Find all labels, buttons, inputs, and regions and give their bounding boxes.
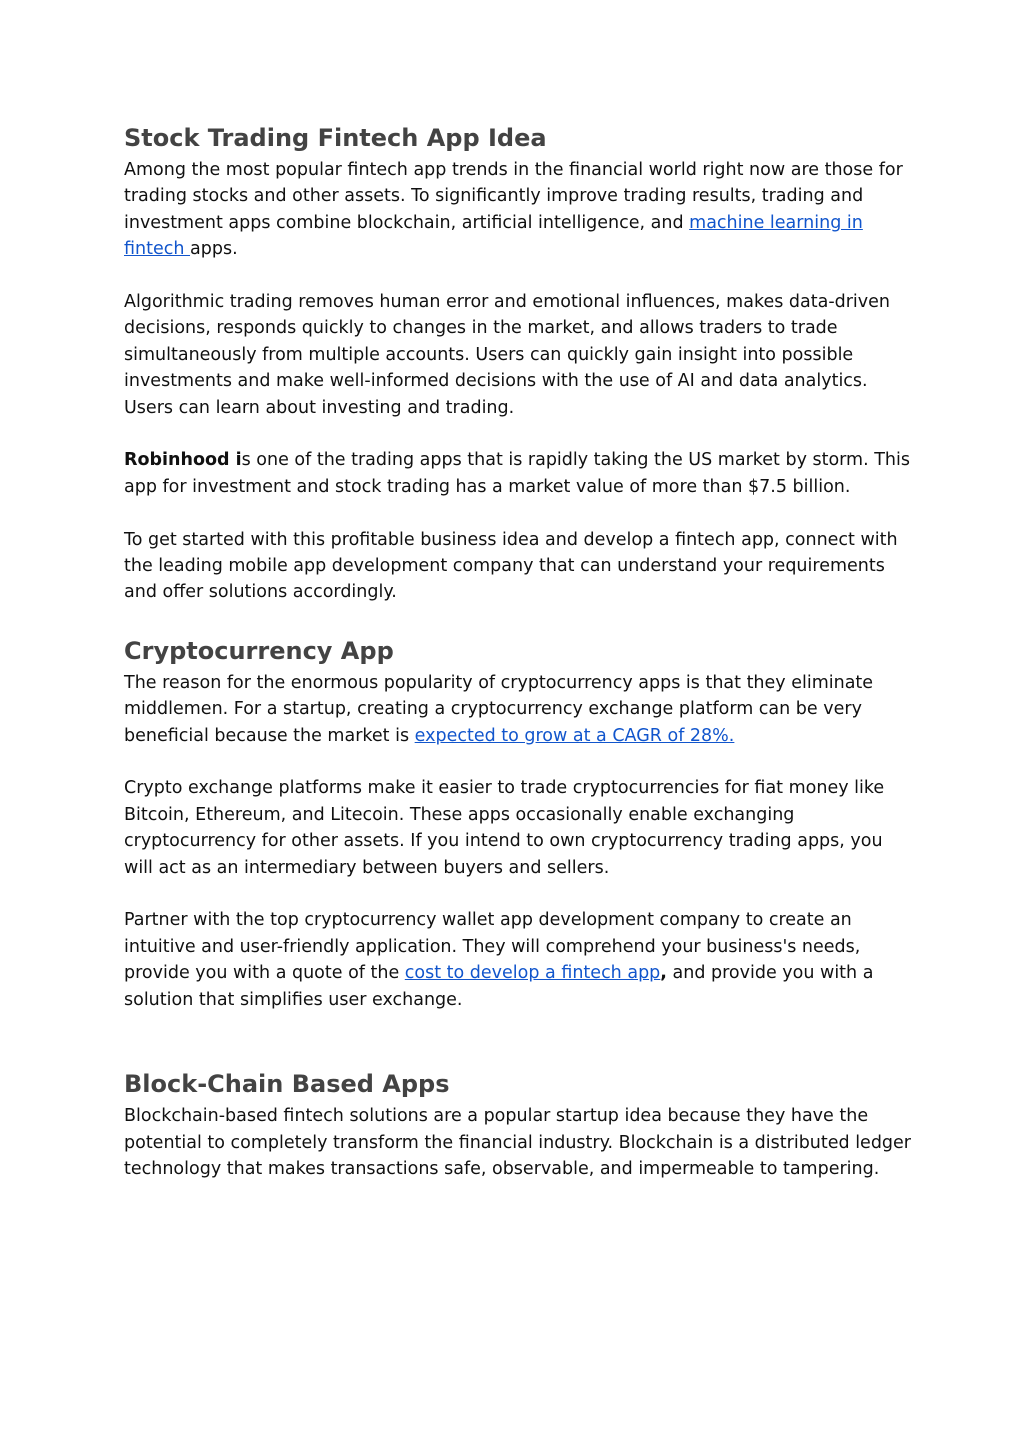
document-page <box>124 121 914 1182</box>
paragraph-crypto-intro <box>124 670 914 749</box>
paragraph-partner <box>124 907 914 1013</box>
paragraph-get-started: To get started with this profitable business idea and develop a fintech app, connect with the leading mobile app development company that can understand your requirements and offer solutions accordingly. <box>124 529 898 603</box>
bold-comma: , <box>660 963 667 984</box>
paragraph-text: s one of the trading apps that is rapidly taking the US market by storm. This app for investment and stock trading has a market value of more than $7.5 billion. <box>124 450 910 497</box>
paragraph-text: The reason for the enormous popularity of cryptocurrency apps is that they eliminate middlemen. For a startup, creating a cryptocurrency exchange platform can be very beneficial because the market is <box>124 672 874 746</box>
paragraph-text: and provide you with a solution that simplifies user exchange. <box>124 963 874 1010</box>
heading-blockchain-apps: Block-Chain Based Apps <box>124 1070 450 1099</box>
robinhood-bold: Robinhood i <box>124 450 242 471</box>
link-cost-to-develop-fintech-app[interactable]: cost to develop a fintech app <box>404 963 661 984</box>
paragraph-stock-intro <box>124 157 914 263</box>
paragraph-algorithmic-trading: Algorithmic trading removes human error and emotional influences, makes data-driven decisions, responds quickly to changes in the market, and allows traders to trade simultaneously from multiple accounts. Users can quickly gain insight into possible investments and make well-informed decisions with the use of AI and data analytics. Users can learn about investing and trading. <box>124 292 891 418</box>
paragraph-text: Partner with the top cryptocurrency wallet app development company to create an intuitive and user-friendly application. They will comprehend your business's needs, provide you with a quote of the <box>124 910 861 984</box>
heading-cryptocurrency-app: Cryptocurrency App <box>124 636 394 665</box>
link-cagr-28[interactable]: expected to grow at a CAGR of 28%. <box>414 725 735 746</box>
link-machine-learning-in-fintech[interactable]: machine learning in fintech <box>124 212 863 260</box>
paragraph-crypto-exchange: Crypto exchange platforms make it easier to trade cryptocurrencies for fiat money like Bitcoin, Ethereum, and Litecoin. These apps occasionally enable exchanging cryptocurrency for other assets. If you intend to own cryptocurrency trading apps, you will act as an intermediary between buyers and sellers. <box>124 778 885 878</box>
heading-stock-trading: Stock Trading Fintech App Idea <box>124 124 547 152</box>
paragraph-text: apps. <box>190 239 238 260</box>
paragraph-blockchain: Blockchain-based fintech solutions are a popular startup idea because they have the potential to completely transform the financial industry. Blockchain is a distributed ledger technology that makes transactions safe, observable, and impermeable to tampering. <box>124 1106 911 1179</box>
paragraph-text: Among the most popular fintech app trends in the financial world right now are those for trading stocks and other assets. To significantly improve trading results, trading and investment apps combine blockchain, artificial intelligence, and <box>124 160 903 233</box>
paragraph-robinhood <box>124 447 914 500</box>
